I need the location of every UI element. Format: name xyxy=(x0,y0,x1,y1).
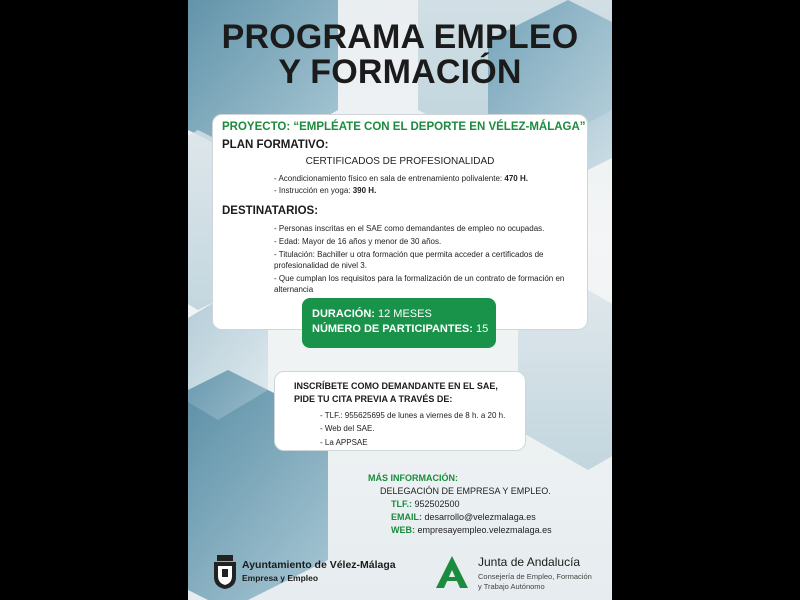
project-title: PROYECTO: “EMPLÉATE CON EL DEPORTE EN VÉLEZ-MÁLAGA” xyxy=(222,121,586,133)
inscribete-line-2: PIDE TU CITA PREVIA A TRAVÉS DE: xyxy=(294,394,453,404)
info-email: EMAIL: desarrollo@velezmalaga.es xyxy=(391,512,536,522)
dest-item-3-cont: profesionalidad de nivel 3. xyxy=(274,261,367,270)
consejeria-line-2: y Trabajo Autónomo xyxy=(478,582,545,591)
dest-item-3: - Titulación: Bachiller u otra formación que permita acceder a certificados de xyxy=(274,250,544,259)
cita-item-1: - TLF.: 955625695 de lunes a viernes de 8 h. a 20 h. xyxy=(320,411,506,420)
duration-participants-badge xyxy=(302,298,496,348)
info-web: WEB: empresayempleo.velezmalaga.es xyxy=(391,525,552,535)
title-line-1: PROGRAMA EMPLEO xyxy=(221,18,579,56)
coat-of-arms-icon xyxy=(212,555,238,589)
destinatarios-label: DESTINATARIOS: xyxy=(222,205,319,217)
cita-item-3: - La APPSAE xyxy=(320,438,368,447)
inscribete-line-1: INSCRÍBETE COMO DEMANDANTE EN EL SAE, xyxy=(294,381,498,391)
participants-row: NÚMERO DE PARTICIPANTES: 15 xyxy=(312,323,489,335)
mas-informacion-label: MÁS INFORMACIÓN: xyxy=(368,473,458,483)
info-tlf: TLF.: 952502500 xyxy=(391,499,460,509)
dest-item-1: - Personas inscritas en el SAE como demandantes de empleo no ocupadas. xyxy=(274,224,545,233)
inscribete-card xyxy=(274,371,526,451)
junta-andalucia-logo xyxy=(434,552,612,592)
plan-formativo-label: PLAN FORMATIVO: xyxy=(222,139,329,151)
cita-item-2: - Web del SAE. xyxy=(320,424,375,433)
ayuntamiento-logo xyxy=(212,555,402,589)
dest-item-4-cont: alternancia xyxy=(274,285,314,294)
dest-item-2: - Edad: Mayor de 16 años y menor de 30 años. xyxy=(274,237,442,246)
empresa-empleo-text: Empresa y Empleo xyxy=(242,573,319,583)
ayuntamiento-name: Ayuntamiento de Vélez-Málaga xyxy=(242,559,396,571)
cert-item-1: - Acondicionamiento físico en sala de entrenamiento polivalente: 470 H. xyxy=(274,174,528,183)
title-line-2: Y FORMACIÓN xyxy=(278,53,522,91)
dest-item-4: - Que cumplan los requisitos para la formalización de un contrato de formación en xyxy=(274,274,565,283)
junta-name: Junta de Andalucía xyxy=(478,555,581,569)
junta-a-icon xyxy=(434,554,470,590)
poster xyxy=(188,0,612,600)
delegacion-text: DELEGACIÓN DE EMPRESA Y EMPLEO. xyxy=(380,486,551,496)
duration-row: DURACIÓN: 12 MESES xyxy=(312,308,432,320)
cert-item-2: - Instrucción en yoga: 390 H. xyxy=(274,186,377,195)
consejeria-line-1: Consejería de Empleo, Formación xyxy=(478,572,592,581)
certificados-title: CERTIFICADOS DE PROFESIONALIDAD xyxy=(305,156,495,167)
